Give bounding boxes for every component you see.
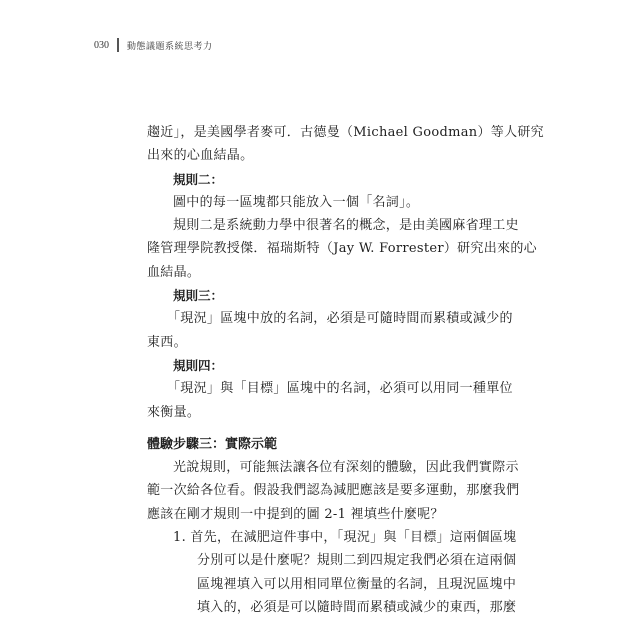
rule-heading: 規則二： — [173, 171, 224, 187]
body-line: 應該在剛才規則一中提到的圖 2-1 裡填些什麼呢？ — [147, 506, 444, 522]
body-line: 出來的心血結晶。 — [147, 148, 254, 164]
body-line: 圖中的每一區塊都只能放入一個「名詞」。 — [173, 194, 420, 210]
body-line: 血結晶。 — [147, 264, 201, 280]
running-title: 動態議題系統思考力 — [127, 41, 213, 52]
body-line: 光說規則，可能無法讓各位有深刻的體驗，因此我們實際示 — [173, 460, 519, 476]
body-line: 趨近」，是美國學者麥可．古德曼（Michael Goodman）等人研究 — [147, 125, 544, 140]
body-line: 「現況」區塊中放的名詞，必須是可隨時間而累積或減少的 — [167, 311, 513, 327]
body-line: 「現況」與「目標」區塊中的名詞，必須可以用同一種單位 — [167, 381, 513, 397]
rule-heading: 規則三： — [173, 288, 224, 304]
body-line: 隆管理學院教授傑．福瑞斯特（Jay W. Forrester）研究出來的心 — [147, 241, 537, 257]
list-item-continuation: 分別可以是什麼呢？規則二到四規定我們必須在這兩個 — [197, 553, 517, 569]
rule-heading: 規則四： — [173, 357, 224, 373]
page-header — [94, 38, 213, 52]
list-item-continuation: 區塊裡填入可以用相同單位衡量的名詞，且現況區塊中 — [197, 576, 517, 592]
body-line: 規則二是系統動力學中很著名的概念，是由美國麻省理工史 — [173, 218, 519, 234]
page-body — [147, 121, 544, 619]
page-number: 030 — [94, 39, 109, 51]
header-divider — [117, 38, 119, 52]
body-line: 東西。 — [147, 334, 187, 350]
body-line: 來衡量。 — [147, 404, 201, 420]
body-line: 範一次給各位看。假設我們認為減肥應該是要多運動，那麼我們 — [147, 483, 520, 499]
list-item-continuation: 填入的，必須是可以隨時間而累積或減少的東西，那麼 — [197, 599, 517, 615]
section-heading: 體驗步驟三：實際示範 — [147, 436, 278, 452]
list-item: 1. 首先，在減肥這件事中，「現況」與「目標」這兩個區塊 — [173, 530, 517, 546]
